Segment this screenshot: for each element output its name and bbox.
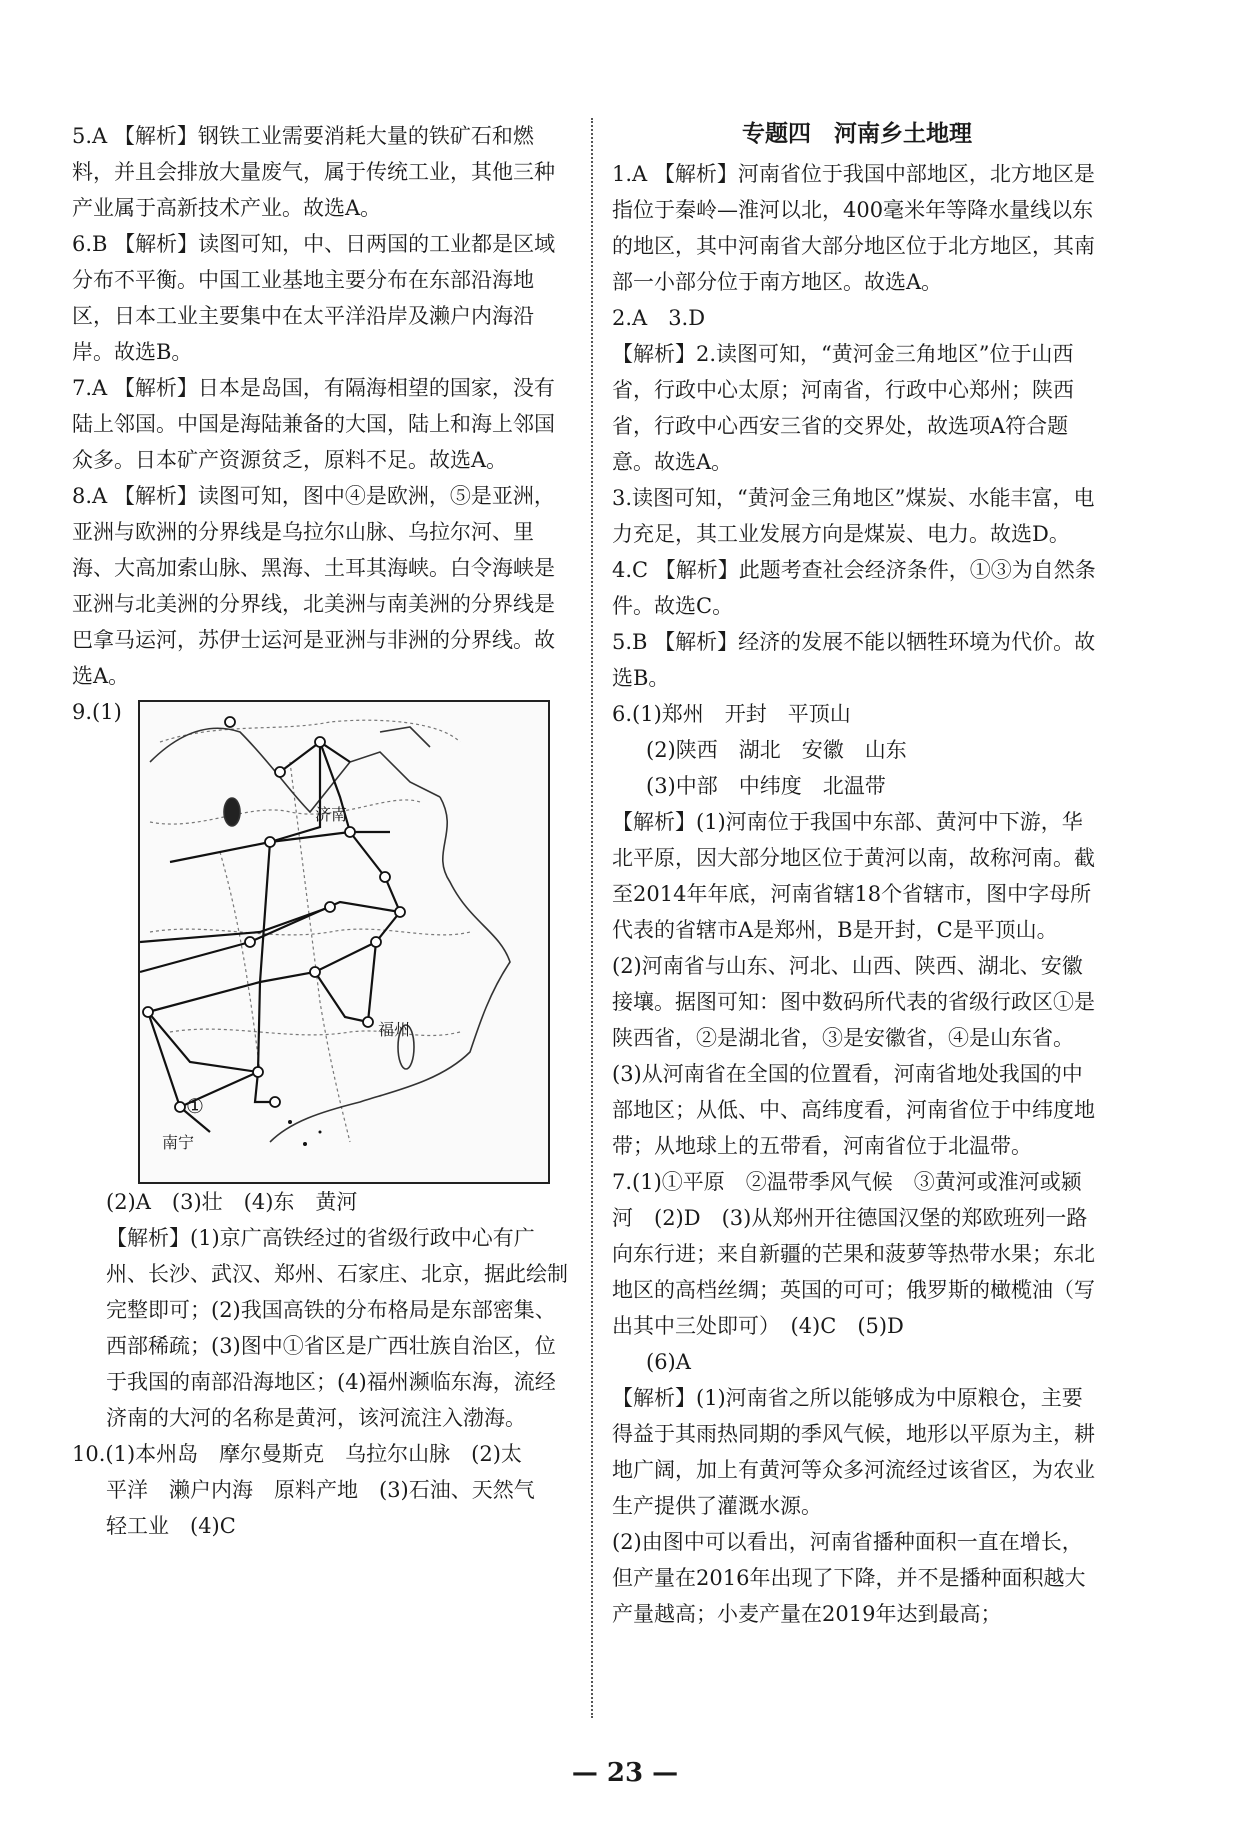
answer-r6-analysis-2: (2)河南省与山东、河北、山西、陕西、湖北、安徽接壤。据图可知：图中数码所代表的省级行政区①是陕西省，②是湖北省，③是安徽省，④是山东省。 [612,954,1095,1050]
page-number: — 23 — [571,1758,679,1788]
answer-9-lead: 9.(1) [72,700,122,724]
answer-r3-analysis: 3.读图可知，“黄河金三角地区”煤炭、水能丰富，电力充足，其工业发展方向是煤炭、电力。故选D。 [612,486,1095,546]
answer-r6-analysis-3: (3)从河南省在全国的位置看，河南省地处我国的中部地区；从低、中、高纬度看，河南省位于中纬度地带；从地球上的五带看，河南省位于北温带。 [612,1062,1095,1158]
railway-map [138,700,550,1184]
answer-10-line1: 10.(1)本州岛 摩尔曼斯克 乌拉尔山脉 (2)太 [72,1442,522,1466]
map-label-jinan: 济南 [315,805,348,824]
city-marker [380,872,390,882]
answer-r4: 4.C 【解析】此题考查社会经济条件，①③为自然条件。故选C。 [612,558,1096,618]
coastline [380,727,430,747]
border-line [150,800,420,824]
map-label-fuzhou: 福州 [378,1020,411,1039]
answer-r1: 1.A 【解析】河南省位于我国中部地区，北方地区是指位于秦岭—淮河以北，400毫米年等降水量线以东的地区，其中河南省大部分地区位于北方地区，其南部一小部分位于南方地区。故选A。 [612,162,1095,294]
city-marker [265,837,275,847]
city-marker [245,937,255,947]
lake-mark [224,798,240,826]
answer-r7-analysis-2: (2)由图中可以看出，河南省播种面积一直在增长，但产量在2016年出现了下降，并不是播种面积越大产量越高；小麦产量在2019年达到最高； [612,1530,1086,1626]
rail-line [258,842,270,1072]
rail-line [140,902,400,972]
city-marker [175,1102,185,1112]
island-dot [319,1131,322,1134]
section-title: 专题四 河南乡土地理 [742,121,972,147]
border-line [220,852,260,1072]
rail-line [315,942,376,1022]
city-marker [363,1017,373,1027]
city-marker [275,767,285,777]
city-marker [371,937,381,947]
rail-line [170,832,390,862]
city-marker [270,1097,280,1107]
answer-r6-3: (3)中部 中纬度 北温带 [646,774,886,798]
answer-8: 8.A 【解析】读图可知，图中④是欧洲，⑤是亚洲，亚洲与欧洲的分界线是乌拉尔山脉、乌拉尔河、里海、大高加索山脉、黑海、土耳其海峡。白令海峡是亚洲与北美洲的分界线，北美洲与南美洲的分界线是巴拿马运河，苏伊士运河是亚洲与非洲的分界线。故选A。 [72,484,555,688]
answer-r6-2: (2)陕西 湖北 安徽 山东 [646,738,907,762]
answer-9-parts: (2)A (3)壮 (4)东 黄河 [106,1190,358,1214]
rail-line [280,742,350,772]
column-divider [591,118,593,1718]
answer-r6-analysis-1: 【解析】(1)河南位于我国中东部、黄河中下游，华北平原，因大部分地区位于黄河以南，故称河南。截至2014年年底，河南省辖18个省辖市，图中字母所代表的省辖市A是郑州，B是开封，C是平顶山。 [612,810,1095,942]
answer-7: 7.A 【解析】日本是岛国，有隔海相望的国家，没有陆上邻国。中国是海陆兼备的大国，陆上和海上邻国众多。日本矿产资源贫乏，原料不足。故选A。 [72,376,555,472]
city-marker [253,1067,263,1077]
island-dot [288,1120,292,1124]
answer-r7-analysis-1: 【解析】(1)河南省之所以能够成为中原粮仓，主要得益于其雨热同期的季风气候，地形以平原为主，耕地广阔，加上有黄河等众多河流经过该省区，为农业生产提供了灌溉水源。 [612,1386,1095,1518]
city-marker [345,827,355,837]
rail-line [350,832,400,912]
city-marker [395,907,405,917]
city-marker [225,717,235,727]
rail-line [148,1012,258,1107]
answer-9-analysis: 【解析】(1)京广高铁经过的省级行政中心有广州、长沙、武汉、郑州、石家庄、北京，据此绘制完整即可；(2)我国高铁的分布格局是东部密集、西部稀疏；(3)图中①省区是广西壮族自治区，位于我国的南部沿海地区；(4)福州濒临东海，流经济南的大河的名称是黄河，该河流注入渤海。 [106,1226,568,1430]
answer-r7-6: (6)A [646,1350,691,1374]
map-label-nanning: 南宁 [162,1133,195,1152]
answer-r7: 7.(1)①平原 ②温带季风气候 ③黄河或淮河或颍河 (2)D (3)从郑州开往德国汉堡的郑欧班列一路向东行进；来自新疆的芒果和菠萝等热带水果；东北地区的高档丝绸；英国的可可；俄罗斯的橄榄油（写出其中三处即可） (4)C (5)D [612,1170,1095,1338]
border-line [150,929,470,935]
answer-5: 5.A 【解析】钢铁工业需要消耗大量的铁矿石和燃料，并且会排放大量废气，属于传统工业，其他三种产业属于高新技术产业。故选A。 [72,124,555,220]
answer-r2-analysis: 【解析】2.读图可知，“黄河金三角地区”位于山西省，行政中心太原；河南省，行政中心郑州；陕西省，行政中心西安三省的交界处，故选项A符合题意。故选A。 [612,342,1074,474]
map-label-province-1: ① [186,1094,204,1118]
answer-r5: 5.B 【解析】经济的发展不能以牺牲环境为代价。故选B。 [612,630,1096,690]
left-column [72,118,572,1544]
answer-r6-1: 6.(1)郑州 开封 平顶山 [612,702,851,726]
city-marker [143,1007,153,1017]
city-marker [325,902,335,912]
city-marker [315,737,325,747]
coastline [270,797,510,1142]
rail-line [270,742,320,842]
city-marker [310,967,320,977]
border-line [170,1029,460,1035]
answer-10-line2: 平洋 濑户内海 原料产地 (3)石油、天然气 [106,1478,535,1502]
answer-r2-3: 2.A 3.D [612,306,706,330]
island-dot [303,1142,307,1146]
right-column [612,118,1102,1632]
answer-6: 6.B 【解析】读图可知，中、日两国的工业都是区域分布不平衡。中国工业基地主要分布在东部沿海地区，日本工业主要集中在太平洋沿岸及濑户内海沿岸。故选B。 [72,232,556,364]
answer-10-line3: 轻工业 (4)C [106,1514,236,1538]
